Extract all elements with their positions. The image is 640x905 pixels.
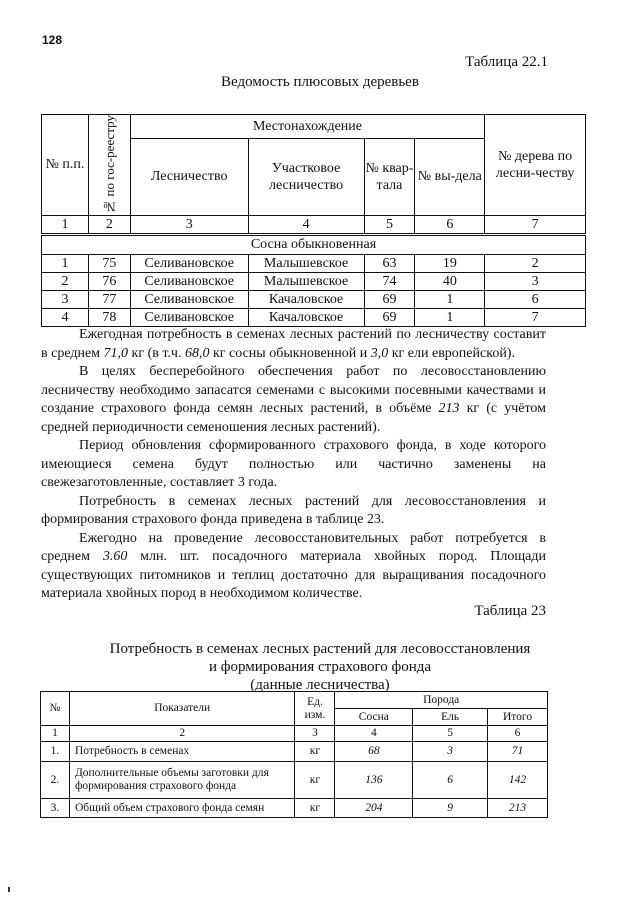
index-cell: 3 [295,726,335,742]
species-row [42,234,586,254]
cell: Качаловское [248,308,364,326]
cell: 1. [41,742,70,762]
table-row [41,762,548,799]
cell: 3. [41,799,70,818]
cell: 3 [42,290,89,308]
table2-title [0,640,640,694]
cell: 63 [364,254,415,272]
cell: Качаловское [248,290,364,308]
cell: 204 [335,799,413,818]
paragraph: Ежегодная потребность в семенах лесных растений по лесничеству составит в среднем 71,0 кг (в т.ч. 68,0 кг сосны обыкновенной и 3,0 кг ели европейской). [41,327,546,361]
table-row [41,742,548,762]
cell: 2 [485,254,586,272]
table-row [42,290,586,308]
cell: 78 [88,308,130,326]
cell: 19 [415,254,485,272]
cell: Селивановское [130,290,248,308]
index-row [41,726,548,742]
cell: кг [295,799,335,818]
header-section: № вы-дела [415,139,485,216]
plus-trees-table [41,114,586,327]
header-num: № [41,692,70,726]
cell: 40 [415,272,485,290]
table-header-row [41,692,548,709]
header-district: Участковое лесничество [248,139,364,216]
index-cell: 4 [248,215,364,234]
index-cell: 2 [69,726,295,742]
cell: 136 [335,762,413,799]
header-unit: Ед. изм. [295,692,335,726]
page-number: 128 [42,33,63,47]
cell: 4 [42,308,89,326]
header-location: Местонахождение [130,115,484,139]
index-cell: 7 [485,215,586,234]
species-label: Сосна обыкновенная [42,234,586,254]
cell: Селивановское [130,308,248,326]
seed-demand-table [40,691,548,818]
paragraph: Потребность в семенах лесных растений для лесовосстановления и формирования страхового фонда приведена в таблице 23. [41,493,546,527]
cell: 1 [42,254,89,272]
cell: 71 [488,742,548,762]
cell: 76 [88,272,130,290]
cell: Селивановское [130,254,248,272]
scan-mark [8,887,10,892]
cell: 77 [88,290,130,308]
index-row [42,215,586,234]
header-forestry: Лесничество [130,139,248,216]
index-cell: 4 [335,726,413,742]
table-header-row [42,115,586,139]
table2-title-line: Потребность в семенах лесных растений для лесовосстановления [109,641,531,657]
cell: 2. [41,762,70,799]
header-tree-num: № дерева по лесни-честву [485,115,586,216]
cell: 6 [413,762,488,799]
cell: 213 [488,799,548,818]
cell: 6 [485,290,586,308]
cell: 69 [364,290,415,308]
header-registry [88,115,130,216]
paragraph: Период обновления сформированного страхового фонда, в ходе которого имеющиеся семена будут полностью или частично заменены на свежезаготовленные, составляет 3 года. [41,438,546,490]
cell: 2 [42,272,89,290]
cell: Селивановское [130,272,248,290]
header-pine: Сосна [335,709,413,726]
cell: 1 [415,290,485,308]
header-indicator: Показатели [69,692,295,726]
cell: Малышевское [248,254,364,272]
table-row [42,254,586,272]
table2-title-line: и формирования страхового фонда [208,659,432,675]
cell: кг [295,762,335,799]
cell: кг [295,742,335,762]
header-species: Порода [335,692,548,709]
index-cell: 3 [130,215,248,234]
cell: 68 [335,742,413,762]
cell: 9 [413,799,488,818]
header-total: Итого [488,709,548,726]
table2-caption: Таблица 23 [474,603,546,619]
index-cell: 1 [41,726,70,742]
index-cell: 2 [88,215,130,234]
index-cell: 6 [415,215,485,234]
table1-caption: Таблица 22.1 [465,54,548,70]
cell: 69 [364,308,415,326]
header-spruce: Ель [413,709,488,726]
cell: Дополнительные объемы заготовки для формирования страхового фонда [69,762,295,799]
cell: 142 [488,762,548,799]
header-registry-label: № по гос-реестру [101,115,117,215]
header-quarter: № квар-тала [364,139,415,216]
table2-title-line: (данные лесничества) [250,677,390,693]
cell: Малышевское [248,272,364,290]
header-num: № п.п. [42,115,89,216]
index-cell: 5 [364,215,415,234]
table-row [42,308,586,326]
index-cell: 6 [488,726,548,742]
index-cell: 1 [42,215,89,234]
paragraph: В целях бесперебойного обеспечения работ по лесовосстановлению лесничеству необходимо запасатся семенами с высокими посевными качествами и создание страхового фонда семян лесных растений, в объёме 213 кг (с учётом средней периодичности семеношения лесных растений). [41,364,547,435]
cell: 3 [485,272,586,290]
table-row [41,799,548,818]
cell: 75 [88,254,130,272]
cell: 74 [364,272,415,290]
paragraph: Ежегодно на проведение лесовосстановительных работ потребуется в среднем 3.60 млн. шт. посадочного материала хвойных пород. Площади существующих питомников и теплиц достаточно для выращивания посадочного материала хвойных пород в необходимом количестве. [41,530,546,601]
table1-title: Ведомость плюсовых деревьев [221,74,419,90]
body-text [41,326,546,604]
cell: Общий объем страхового фонда семян [69,799,295,818]
table-row [42,272,586,290]
index-cell: 5 [413,726,488,742]
cell: Потребность в семенах [69,742,295,762]
cell: 1 [415,308,485,326]
cell: 3 [413,742,488,762]
cell: 7 [485,308,586,326]
